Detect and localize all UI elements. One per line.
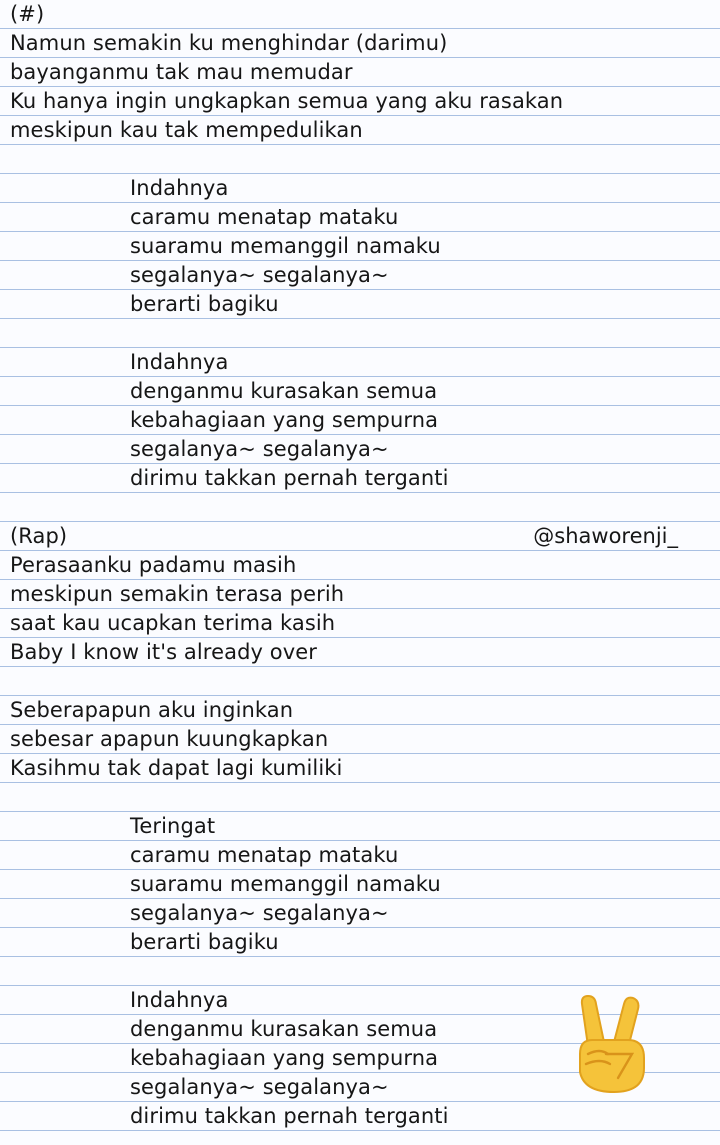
lyric-line: Baby I know it's already over	[10, 640, 318, 664]
section-label-hash: (#)	[10, 2, 45, 26]
lyric-line-chorus: berarti bagiku	[130, 930, 279, 954]
lyric-line: Seberapapun aku inginkan	[10, 698, 294, 722]
lyric-line-chorus: dirimu takkan pernah terganti	[130, 466, 449, 490]
lyric-line-chorus: Indahnya	[130, 176, 229, 200]
lyric-line: meskipun semakin terasa perih	[10, 582, 345, 606]
author-handle: @shaworenji_	[533, 524, 678, 548]
lyric-line-chorus: Indahnya	[130, 988, 229, 1012]
lyric-line-chorus: kebahagiaan yang sempurna	[130, 1046, 439, 1070]
lyric-line-chorus: segalanya~ segalanya~	[130, 263, 389, 287]
section-label-rap: (Rap)	[10, 524, 68, 548]
victory-hand-icon	[574, 994, 648, 1096]
lyric-line: Perasaanku padamu masih	[10, 553, 297, 577]
lyric-line-chorus: segalanya~ segalanya~	[130, 1075, 389, 1099]
lyric-line-chorus: berarti bagiku	[130, 292, 279, 316]
lyric-line-chorus: dirimu takkan pernah terganti	[130, 1104, 449, 1128]
lyric-line: bayanganmu tak mau memudar	[10, 60, 353, 84]
lyric-line: sebesar apapun kuungkapkan	[10, 727, 329, 751]
lyric-line: saat kau ucapkan terima kasih	[10, 611, 336, 635]
lyric-line-chorus: suaramu memanggil namaku	[130, 234, 441, 258]
lyric-line: Namun semakin ku menghindar (darimu)	[10, 31, 448, 55]
lyric-line-chorus: segalanya~ segalanya~	[130, 901, 389, 925]
lyric-line: Ku hanya ingin ungkapkan semua yang aku rasakan	[10, 89, 564, 113]
lyric-line-chorus: denganmu kurasakan semua	[130, 1017, 438, 1041]
lyric-line-chorus: denganmu kurasakan semua	[130, 379, 438, 403]
lyric-line: Kasihmu tak dapat lagi kumiliki	[10, 756, 343, 780]
lyric-line-chorus: caramu menatap mataku	[130, 843, 399, 867]
lyric-line-chorus: caramu menatap mataku	[130, 205, 399, 229]
lyric-line-chorus: segalanya~ segalanya~	[130, 437, 389, 461]
lyric-line: meskipun kau tak mempedulikan	[10, 118, 363, 142]
lyric-line-chorus: kebahagiaan yang sempurna	[130, 408, 439, 432]
lyric-line-chorus: Teringat	[130, 814, 216, 838]
lyric-line-chorus: suaramu memanggil namaku	[130, 872, 441, 896]
lyric-line-chorus: Indahnya	[130, 350, 229, 374]
